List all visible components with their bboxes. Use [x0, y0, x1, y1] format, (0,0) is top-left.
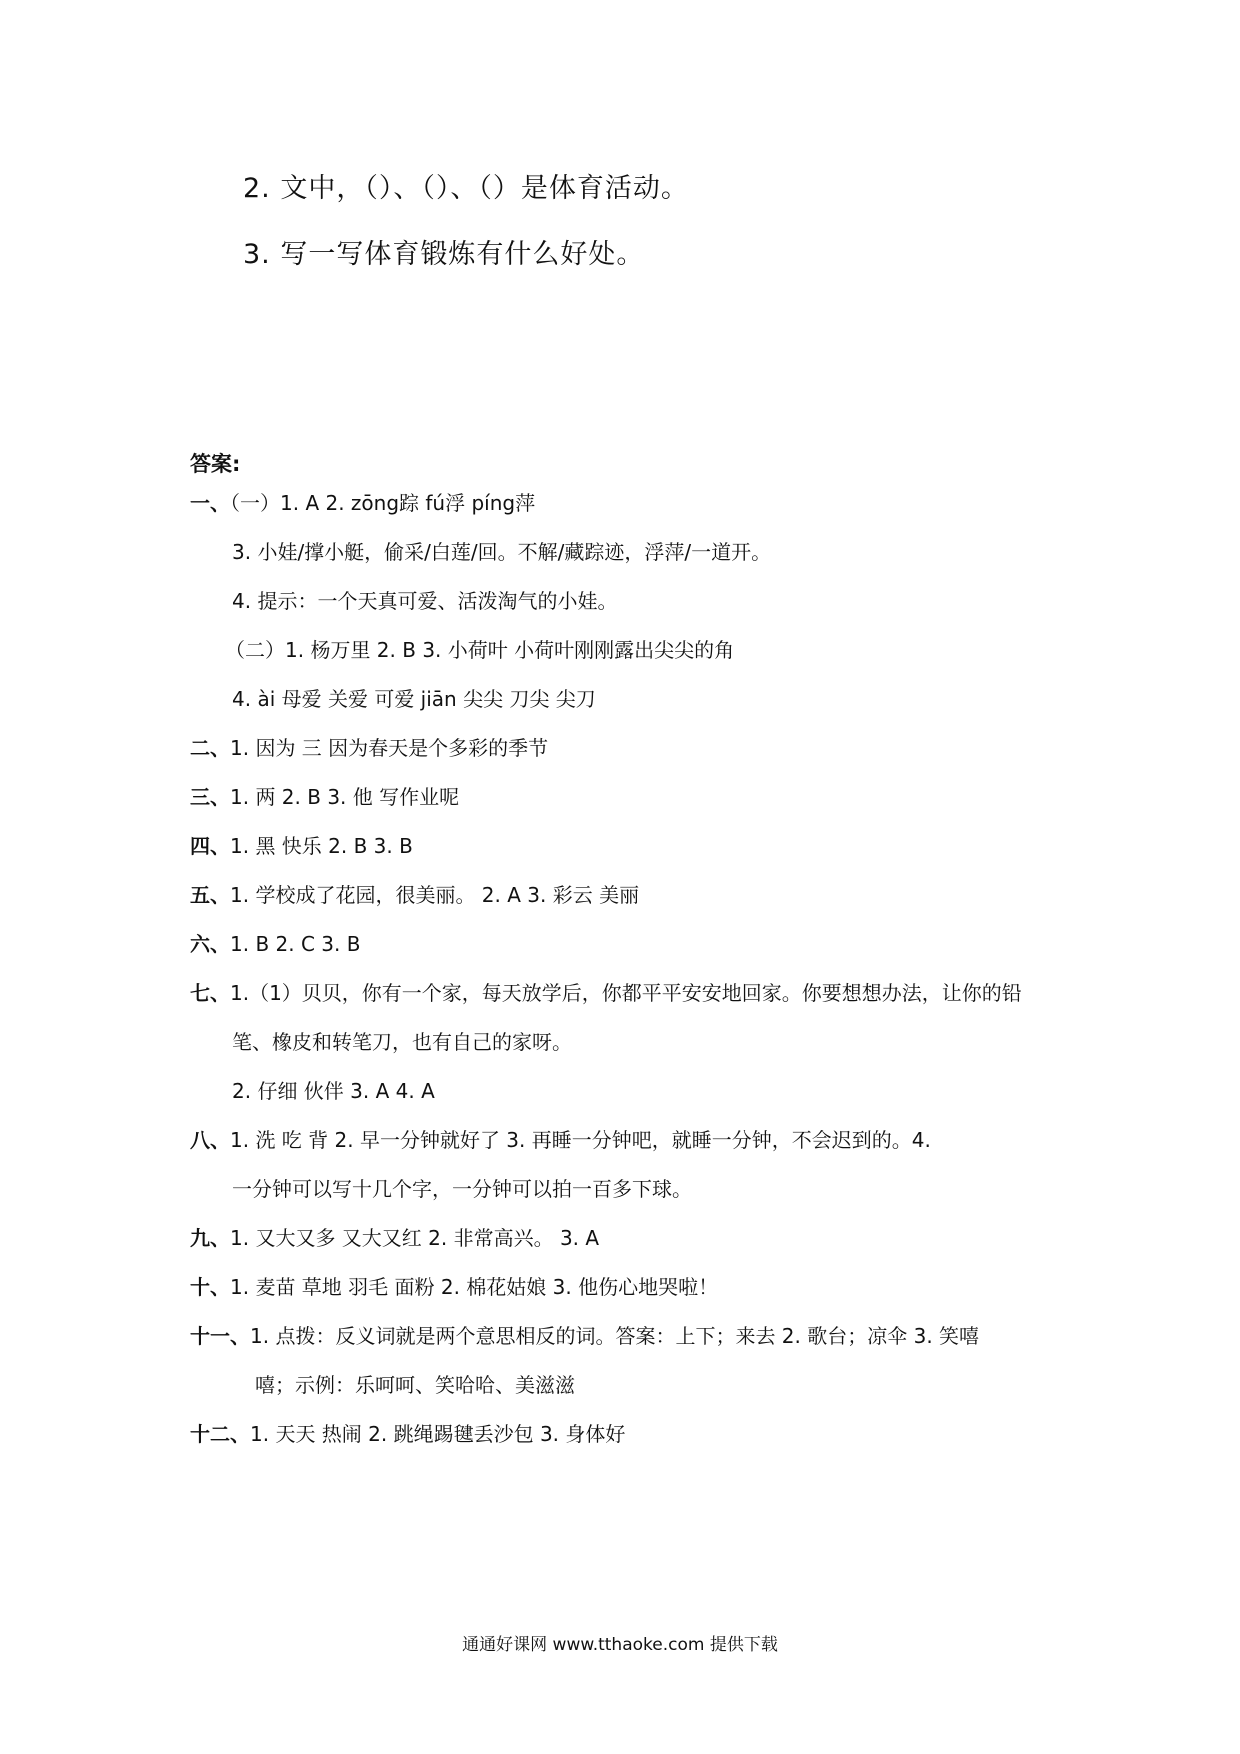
answer-line-14 [190, 1125, 931, 1155]
answers-heading: 答案: [190, 452, 241, 476]
footer-credit: 通通好课网 www.tthaoke.com 提供下载 [462, 1635, 778, 1655]
answer-line-19: 嘻；示例：乐呵呵、笑哈哈、美滋滋 [255, 1373, 575, 1397]
section-label: 二、 [190, 736, 230, 760]
answer-text: 1. 天天 热闹 2. 跳绳踢毽丢沙包 3. 身体好 [250, 1422, 626, 1446]
section-label: 十二、 [190, 1422, 250, 1446]
answer-text: 1. 洗 吃 背 2. 早一分钟就好了 3. 再睡一分钟吧，就睡一分钟，不会迟到的。4. [230, 1128, 931, 1152]
answer-text: 1. 麦苗 草地 羽毛 面粉 2. 棉花姑娘 3. 他伤心地哭啦！ [230, 1275, 719, 1299]
section-label: 四、 [190, 834, 230, 858]
answer-text: 1. 因为 三 因为春天是个多彩的季节 [230, 736, 549, 760]
answer-line-18 [190, 1321, 979, 1351]
answer-line-8 [190, 831, 413, 861]
answer-line-16 [190, 1223, 599, 1253]
question-3: 3. 写一写体育锻炼有什么好处。 [243, 239, 645, 270]
answer-line-15: 一分钟可以写十几个字，一分钟可以拍一百多下球。 [232, 1177, 692, 1201]
section-label: 十、 [190, 1275, 230, 1299]
section-label: 六、 [190, 932, 230, 956]
answer-line-7 [190, 782, 459, 812]
answer-line-4: （二）1. 杨万里 2. B 3. 小荷叶 小荷叶刚刚露出尖尖的角 [225, 638, 735, 662]
question-2: 2. 文中，（）、（）、（）是体育活动。 [243, 173, 689, 204]
answer-text: 1. 学校成了花园，很美丽。 2. A 3. 彩云 美丽 [230, 883, 640, 907]
section-label: 九、 [190, 1226, 230, 1250]
answer-line-11 [190, 978, 1022, 1008]
answer-text: 1. B 2. C 3. B [230, 932, 361, 956]
answer-text: 1. 又大又多 又大又红 2. 非常高兴。 3. A [230, 1226, 600, 1250]
answer-line-3: 4. 提示：一个天真可爱、活泼淘气的小娃。 [232, 589, 618, 613]
section-label: 五、 [190, 883, 230, 907]
answer-line-9 [190, 880, 639, 910]
answer-text: 1. 黑 快乐 2. B 3. B [230, 834, 413, 858]
answer-text: （一）1. A 2. zōng踪 fú浮 píng萍 [230, 491, 536, 515]
answer-text: 1. 两 2. B 3. 他 写作业呢 [230, 785, 460, 809]
answer-line-5: 4. ài 母爱 关爱 可爱 jiān 尖尖 刀尖 尖刀 [232, 687, 596, 711]
section-label: 三、 [190, 785, 230, 809]
section-label: 八、 [190, 1128, 230, 1152]
answer-line-2: 3. 小娃/撑小艇，偷采/白莲/回。不解/藏踪迹，浮萍/一道开。 [232, 540, 772, 564]
answer-line-1 [190, 488, 535, 518]
answer-line-6 [190, 733, 548, 763]
answer-line-12: 笔、橡皮和转笔刀，也有自己的家呀。 [232, 1030, 572, 1054]
section-label: 十一、 [190, 1324, 250, 1348]
section-label: 七、 [190, 981, 230, 1005]
answer-text: 1.（1）贝贝，你有一个家，每天放学后，你都平平安安地回家。你要想想办法，让你的铅 [230, 981, 1022, 1005]
answer-line-10 [190, 929, 360, 959]
answer-text: 1. 点拨：反义词就是两个意思相反的词。答案：上下；来去 2. 歌台；凉伞 3. 笑嘻 [250, 1324, 980, 1348]
answer-line-13: 2. 仔细 伙伴 3. A 4. A [232, 1079, 435, 1103]
answer-line-20 [190, 1419, 625, 1449]
answer-line-17 [190, 1272, 718, 1302]
section-label: 一、 [190, 491, 230, 515]
